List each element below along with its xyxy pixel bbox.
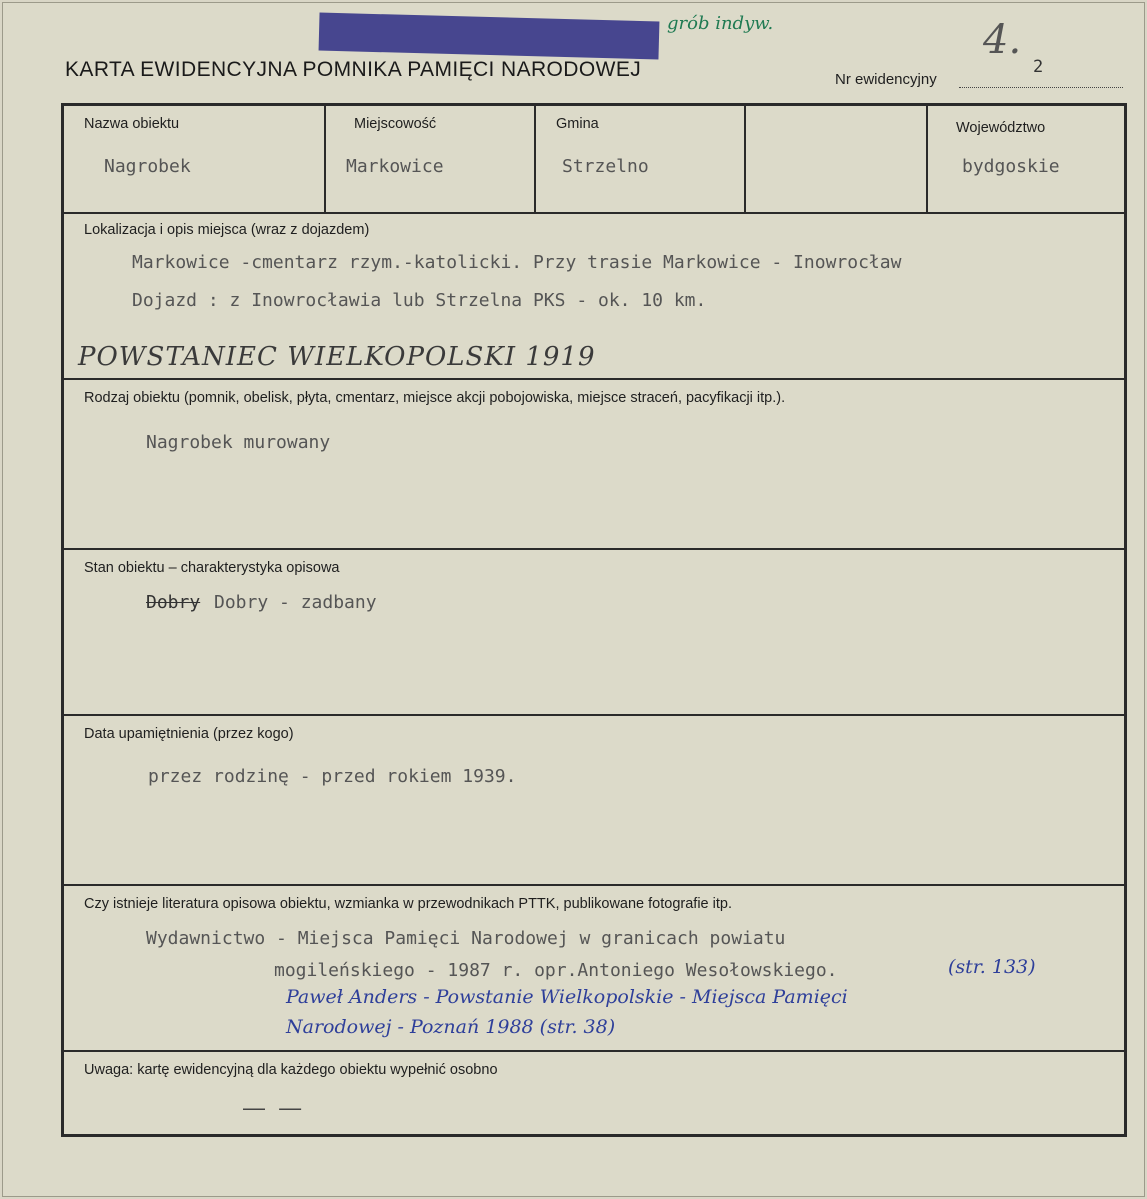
- cell-empty: [746, 106, 928, 212]
- gmina-label: Gmina: [556, 116, 599, 132]
- nazwa-value: Nagrobek: [104, 156, 191, 177]
- record-card: [2, 2, 1145, 1197]
- rodzaj-label: Rodzaj obiektu (pomnik, obelisk, płyta, cmentarz, miejsce akcji pobojowiska, miejsce straceń, pacyfikacji itp.).: [84, 390, 786, 406]
- wojewodztwo-label: Województwo: [956, 120, 1046, 136]
- lokalizacja-line1: Markowice -cmentarz rzym.-katolicki. Przy trasie Markowice - Inowrocław: [132, 252, 902, 273]
- handwritten-number: 4.: [983, 17, 1022, 63]
- cell-gmina: [536, 106, 746, 212]
- lokalizacja-line2: Dojazd : z Inowrocławia lub Strzelna PKS - ok. 10 km.: [132, 290, 707, 311]
- registry-number-line: [959, 87, 1123, 88]
- data-label: Data upamiętnienia (przez kogo): [84, 726, 294, 742]
- literatura-line2: mogileńskiego - 1987 r. opr.Antoniego Wesołowskiego.: [274, 960, 838, 981]
- card-title: KARTA EWIDENCYJNA POMNIKA PAMIĘCI NARODOWEJ: [65, 58, 642, 81]
- section-data: [64, 716, 1124, 886]
- top-row: [64, 106, 1124, 214]
- registry-number-value: 2: [1033, 57, 1044, 77]
- miejscowosc-label: Miejscowość: [354, 116, 437, 132]
- handwritten-reference-line1: Paweł Anders - Powstanie Wielkopolskie - Miejsca Pamięci: [286, 986, 848, 1008]
- handwritten-insurgent-note: POWSTANIEC WIELKOPOLSKI 1919: [78, 342, 596, 372]
- uwaga-label: Uwaga: kartę ewidencyjną dla każdego obiektu wypełnić osobno: [84, 1062, 498, 1078]
- literatura-label: Czy istnieje literatura opisowa obiektu, wzmianka w przewodnikach PTTK, publikowane fotografie itp.: [84, 896, 732, 912]
- nazwa-label: Nazwa obiektu: [84, 116, 180, 132]
- handwritten-page-note: (str. 133): [948, 956, 1036, 978]
- rodzaj-value: Nagrobek murowany: [146, 432, 331, 453]
- section-stan: [64, 550, 1124, 716]
- cell-wojewodztwo: [928, 106, 1124, 212]
- cell-miejscowosc: [326, 106, 536, 212]
- literatura-line1: Wydawnictwo - Miejsca Pamięci Narodowej w granicach powiatu: [146, 928, 786, 949]
- handwritten-reference-line2: Narodowej - Poznań 1988 (str. 38): [286, 1016, 616, 1038]
- section-uwaga: [64, 1052, 1124, 1134]
- handwritten-note: grób indyw.: [667, 13, 774, 34]
- stan-struck-text: Dobry: [146, 592, 201, 613]
- dash-marks: — —: [243, 1095, 306, 1120]
- wojewodztwo-value: bydgoskie: [962, 156, 1060, 177]
- redacted-stamp: [319, 13, 660, 60]
- lokalizacja-label: Lokalizacja i opis miejsca (wraz z dojazdem): [84, 222, 370, 238]
- form-frame: [61, 103, 1127, 1137]
- data-value: przez rodzinę - przed rokiem 1939.: [148, 766, 517, 787]
- cell-nazwa: [64, 106, 326, 212]
- stan-value-text: Dobry - zadbany: [214, 592, 377, 613]
- stan-label: Stan obiektu – charakterystyka opisowa: [84, 560, 340, 576]
- section-lokalizacja: [64, 212, 1124, 380]
- section-rodzaj: [64, 380, 1124, 550]
- registry-number-label: Nr ewidencyjny: [835, 71, 937, 88]
- gmina-value: Strzelno: [562, 156, 649, 177]
- miejscowosc-value: Markowice: [346, 156, 444, 177]
- section-literatura: [64, 886, 1124, 1052]
